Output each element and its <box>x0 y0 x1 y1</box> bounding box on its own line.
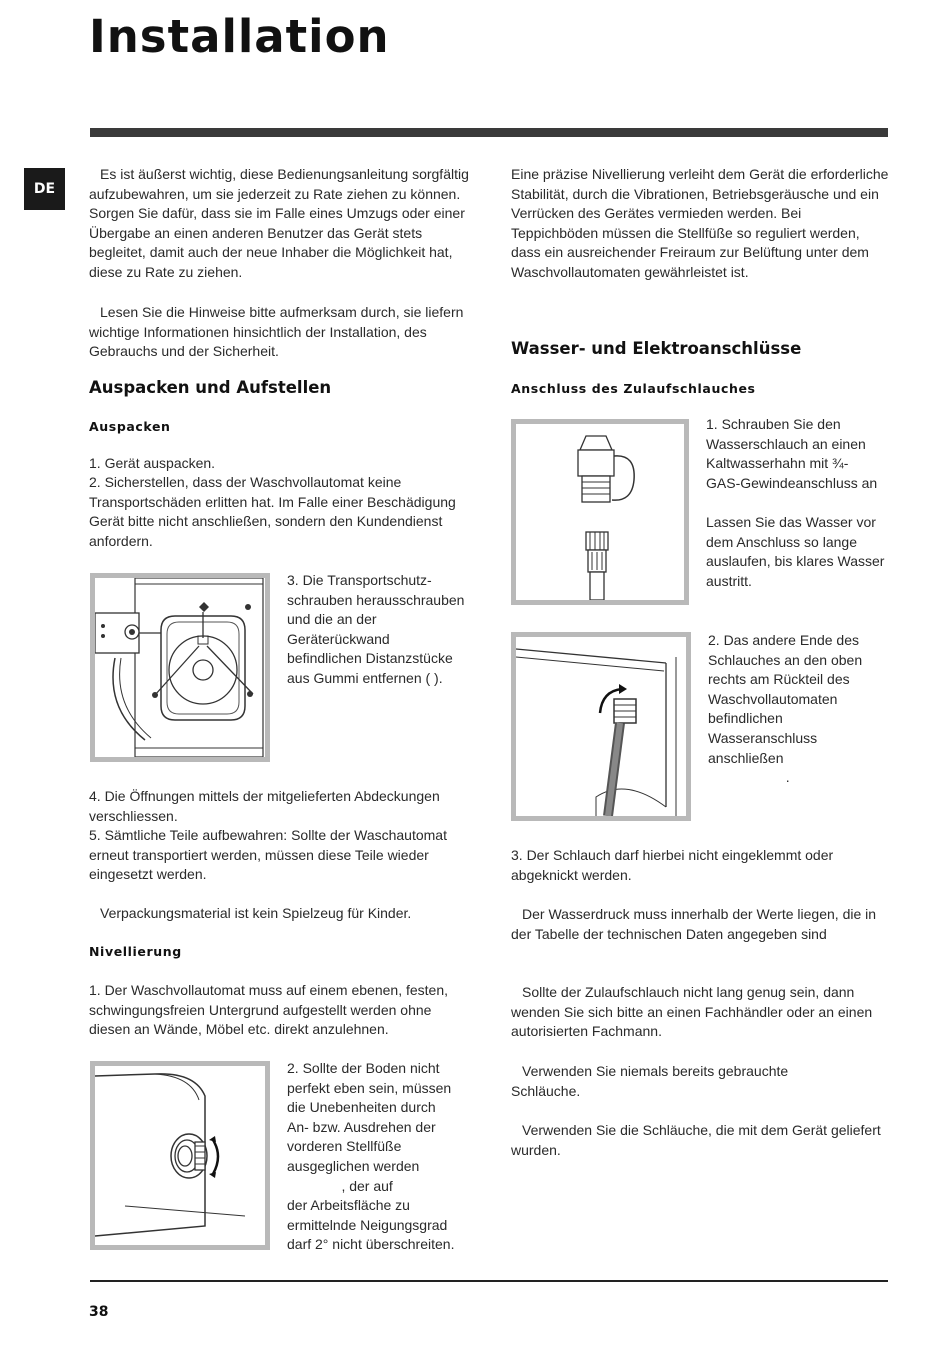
hose-length-note: Sollte der Zulaufschlauch nicht lang genug sein, dann wenden Sie sich bitte an einen Fachhändler oder an einen autorisierten Fachmann. <box>511 984 873 1040</box>
intro-paragraph-2: Lesen Sie die Hinweise bitte aufmerksam durch, sie liefern wichtige Informationen hinsichtlich der Installation, des Gebrauchs und der Sicherheit. <box>89 304 464 360</box>
connection-flush-line: dem Anschluss so lange <box>706 533 857 550</box>
intro-paragraph-1: Es ist äußerst wichtig, diese Bedienungsanleitung sorgfältig aufzubewahren, um sie jederzeit zu Rate ziehen zu können. Sorgen Sie dafür, dass sie im Falle eines Umzugs oder einer Übergabe an einen anderen Benutzer das Gerät stets begleitet, damit auch der neue Inhaber die Möglichkeit hat, diese zu Rate zu ziehen. <box>89 166 469 280</box>
header-rule <box>90 128 888 137</box>
connection-step-2-line: Waschvollautomaten <box>708 690 838 707</box>
connection-step-2-line: anschließen <box>708 749 784 766</box>
connection-step-2-line: rechts am Rückteil des <box>708 671 850 688</box>
levelling-step-2-line: , der auf <box>287 1177 393 1194</box>
connection-flush-line: austritt. <box>706 572 752 589</box>
tap-hose-illustration <box>516 424 684 600</box>
connection-step-1-line: GAS-Gewindeanschluss an <box>706 474 878 491</box>
connection-step-1 <box>706 415 890 493</box>
levelling-step-2-line: ermittelnde Neigungsgrad <box>287 1216 448 1233</box>
levelling-step-2-line: der Arbeitsfläche zu <box>287 1197 410 1214</box>
supplied-hoses-note: Verwenden Sie die Schläuche, die mit dem Gerät geliefert wurden. <box>511 1122 881 1158</box>
connection-step-2-line: 2. Das andere Ende des <box>708 632 859 648</box>
connection-step-1-line: Wasserschlauch an einen <box>706 435 866 452</box>
connection-step-1-line: 1. Schrauben Sie den <box>706 416 841 432</box>
figure-machine-connection <box>511 632 691 821</box>
step-1: 1. Gerät auspacken. <box>89 455 216 471</box>
step-2: 2. Sicherstellen, dass der Waschvollautomat keine Transportschäden erlitten hat. Im Falle einer Beschädigung Gerät bitte nicht anschließen, sondern den Kundendienst anfordern. <box>89 474 456 549</box>
washer-back-illustration <box>95 578 265 757</box>
connection-flush-line: Lassen Sie das Wasser vor <box>706 514 876 530</box>
levelling-step-2-line: darf 2° nicht überschreiten. <box>287 1236 455 1253</box>
water-pressure-note: Der Wasserdruck muss innerhalb der Werte liegen, die in der Tabelle der technischen Daten angegeben sind <box>511 906 877 942</box>
connection-step-2 <box>708 631 890 788</box>
connection-step-2-line: Wasseranschluss <box>708 729 818 746</box>
step-3: 3. Die Transportschutz-schrauben herausschrauben und die an der Geräterückwand befindlichen Distanzstücke aus Gummi entfernen ( ). <box>287 572 465 686</box>
connection-step-1-line: Kaltwasserhahn mit ¾- <box>706 455 849 472</box>
levelling-step-2-line: 2. Sollte der Boden nicht <box>287 1060 440 1076</box>
levelling-step-2-line: vorderen Stellfüße <box>287 1138 402 1155</box>
footer-rule <box>90 1280 888 1282</box>
connection-flush-line: auslaufen, bis klares Wasser <box>706 553 885 570</box>
page-title: Installation <box>89 10 390 63</box>
step-5: 5. Sämtliche Teile aufbewahren: Sollte der Waschautomat erneut transportiert werden, müssen diese Teile wieder eingesetzt werden. <box>89 827 447 883</box>
page-number: 38 <box>89 1304 109 1320</box>
subheading-unpacking: Auspacken <box>89 419 171 434</box>
used-hoses-note: Verwenden Sie niemals bereits gebrauchte Schläuche. <box>511 1063 789 1099</box>
levelling-stability-paragraph: Eine präzise Nivellierung verleiht dem Gerät die erforderliche Stabilität, durch die Vibrationen, Betriebsgeräusche und ein Verrücken des Gerätes vermieden werden. Bei Teppichböden müssen die Stellfüße so reguliert werden, dass ein ausreichender Freiraum zur Belüftung unter dem Waschvollautomaten gewährleistet ist. <box>511 166 889 280</box>
connection-step-3: 3. Der Schlauch darf hierbei nicht eingeklemmt oder abgeknickt werden. <box>511 847 834 883</box>
figure-transport-screws <box>90 573 270 762</box>
levelling-step-2-line: perfekt eben sein, müssen <box>287 1079 452 1096</box>
washer-foot-illustration <box>95 1066 265 1245</box>
figure-tap-connection <box>511 419 689 605</box>
section-title-connections: Wasser- und Elektroanschlüsse <box>511 339 802 358</box>
machine-hose-illustration <box>516 637 686 816</box>
levelling-step-2-line: ausgeglichen werden <box>287 1157 420 1174</box>
levelling-step-2-line: An- bzw. Ausdrehen der <box>287 1118 436 1135</box>
packaging-warning: Verpackungsmaterial ist kein Spielzeug für Kinder. <box>100 905 412 921</box>
connection-step-2-line: befindlichen <box>708 710 783 727</box>
subheading-levelling: Nivellierung <box>89 944 182 959</box>
levelling-step-2-line: die Unebenheiten durch <box>287 1099 436 1116</box>
language-tab: DE <box>24 168 65 210</box>
figure-levelling-feet <box>90 1061 270 1250</box>
step-4: 4. Die Öffnungen mittels der mitgelieferten Abdeckungen verschliessen. <box>89 788 440 824</box>
connection-flush-note <box>706 513 890 591</box>
levelling-step-2 <box>287 1059 467 1255</box>
subheading-inlet-hose: Anschluss des Zulaufschlauches <box>511 381 756 396</box>
connection-step-2-line: Schlauches an den oben <box>708 651 863 668</box>
section-title-unpacking: Auspacken und Aufstellen <box>89 378 332 397</box>
connection-step-2-line: . <box>708 769 790 786</box>
levelling-step-1: 1. Der Waschvollautomat muss auf einem ebenen, festen, schwingungsfreien Untergrund aufgestellt werden ohne diesen an Wände, Möbel etc. direkt anzulehnen. <box>89 982 448 1038</box>
